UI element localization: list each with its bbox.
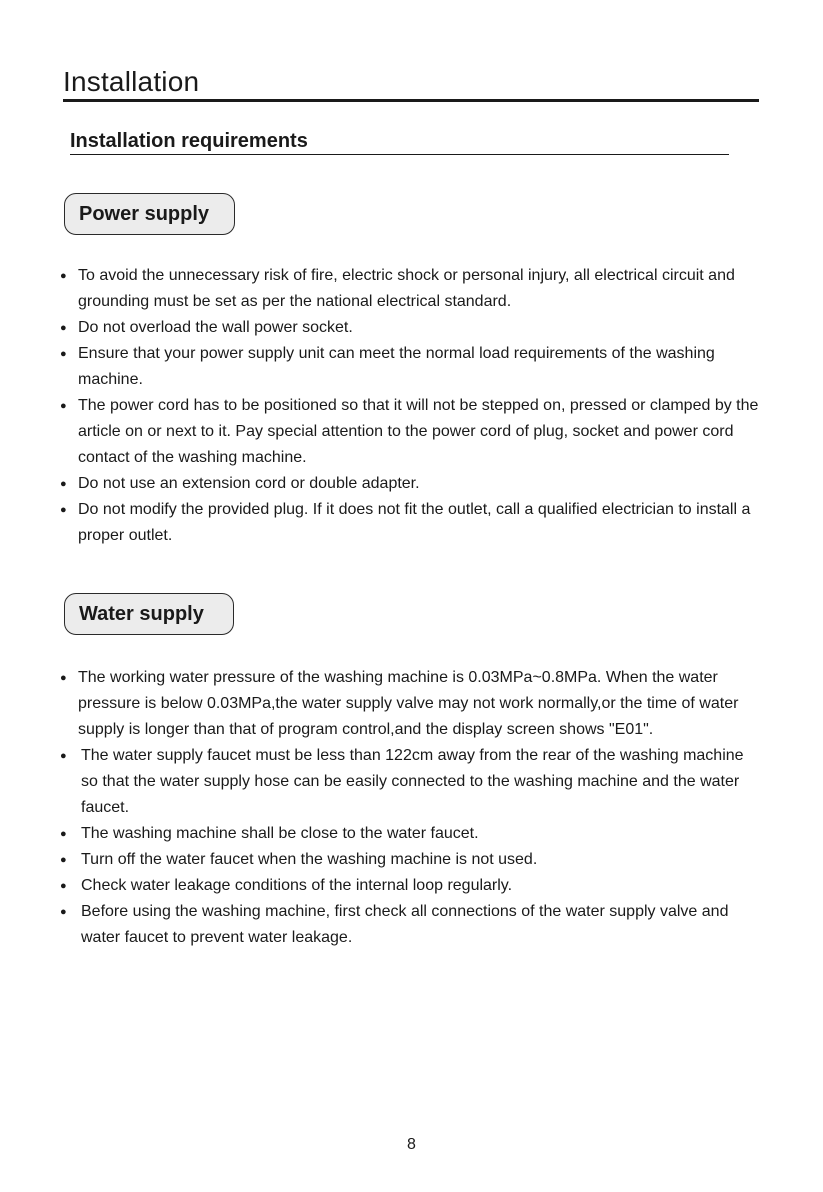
page-number: 8 xyxy=(407,1136,416,1153)
list-item-text: To avoid the unnecessary risk of fire, electric shock or personal injury, all electrical circuit and grounding must be set as per the national electrical standard. xyxy=(78,267,735,310)
bullet-icon: ● xyxy=(60,322,67,334)
section-heading: Installation requirements xyxy=(70,130,308,152)
bullet-icon: ● xyxy=(60,750,67,762)
power-supply-list xyxy=(60,263,760,549)
list-item-text: The power cord has to be positioned so that it will not be stepped on, pressed or clamped by the article on or next to it. Pay special attention to the power cord of plug, socket and power cord contact of the washing machine. xyxy=(78,397,759,466)
title-divider xyxy=(63,99,759,102)
list-item-text: Do not modify the provided plug. If it does not fit the outlet, call a qualified electrician to install a proper outlet. xyxy=(78,501,751,544)
page-title: Installation xyxy=(63,66,200,97)
list-item-text: Do not overload the wall power socket. xyxy=(78,319,353,336)
bullet-icon: ● xyxy=(60,854,67,866)
list-item xyxy=(60,665,760,743)
bullet-icon: ● xyxy=(60,672,67,684)
list-item xyxy=(60,471,760,497)
list-item xyxy=(60,315,760,341)
list-item-text: Ensure that your power supply unit can meet the normal load requirements of the washing machine. xyxy=(78,345,715,388)
list-item xyxy=(60,263,760,315)
list-item-text: Turn off the water faucet when the washing machine is not used. xyxy=(81,851,538,868)
list-item-text: Before using the washing machine, first check all connections of the water supply valve and water faucet to prevent water leakage. xyxy=(81,903,729,946)
list-item xyxy=(60,497,760,549)
list-item-text: The water supply faucet must be less than 122cm away from the rear of the washing machine so that the water supply hose can be easily connected to the washing machine and the water faucet. xyxy=(81,747,744,816)
list-item xyxy=(60,743,760,821)
list-item xyxy=(60,873,760,899)
list-item-text: Check water leakage conditions of the internal loop regularly. xyxy=(81,877,513,894)
list-item-text: The washing machine shall be close to the water faucet. xyxy=(81,825,479,842)
bullet-icon: ● xyxy=(60,504,67,516)
bullet-icon: ● xyxy=(60,270,67,282)
list-item-text: Do not use an extension cord or double adapter. xyxy=(78,475,420,492)
bullet-icon: ● xyxy=(60,348,67,360)
list-item-text: The working water pressure of the washing machine is 0.03MPa~0.8MPa. When the water pressure is below 0.03MPa,the water supply valve may not work normally,or the time of water supply is longer than that of program control,and the display screen shows "E01". xyxy=(78,669,739,738)
water-supply-list xyxy=(60,665,760,951)
list-item xyxy=(60,341,760,393)
list-item xyxy=(60,899,760,951)
water-supply-label: Water supply xyxy=(64,593,234,635)
list-item xyxy=(60,393,760,471)
bullet-icon: ● xyxy=(60,880,67,892)
list-item xyxy=(60,821,760,847)
section-divider xyxy=(70,154,729,155)
bullet-icon: ● xyxy=(60,828,67,840)
bullet-icon: ● xyxy=(60,400,67,412)
bullet-icon: ● xyxy=(60,478,67,490)
bullet-icon: ● xyxy=(60,906,67,918)
list-item xyxy=(60,847,760,873)
power-supply-label: Power supply xyxy=(64,193,235,235)
